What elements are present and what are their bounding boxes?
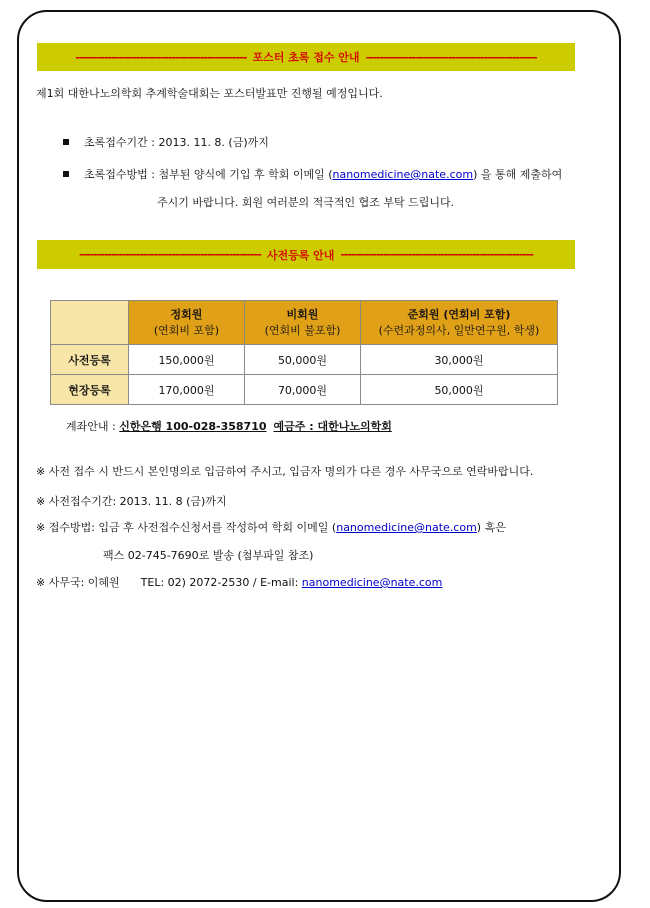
header-sub: (수련과정의사, 일반연구원, 학생) bbox=[378, 323, 540, 337]
account-holder: 예금주 : 대한나노의학회 bbox=[273, 420, 392, 433]
abstract-method bbox=[84, 166, 562, 182]
banner-dashes-right: ------------------------------------------------ bbox=[365, 50, 537, 64]
banner-dashes-left: --------------------------------------------------- bbox=[79, 248, 261, 261]
banner-dashes-left: ------------------------------------------------ bbox=[75, 50, 247, 64]
bank-account: 신한은행 100-028-358710 bbox=[119, 420, 267, 433]
prereg-section-title: 사전등록 안내 bbox=[266, 248, 335, 262]
fee-cell: 30,000원 bbox=[361, 345, 558, 375]
account-info bbox=[66, 418, 392, 434]
bullet-icon bbox=[63, 139, 69, 145]
note-method bbox=[36, 519, 506, 535]
note-deposit: ※ 사전 접수 시 반드시 본인명의로 입금하여 주시고, 입금자 명의가 다른 경우 사무국으로 연락바랍니다. bbox=[36, 465, 534, 478]
fee-cell: 70,000원 bbox=[245, 375, 361, 405]
header-sub: (연회비 불포함) bbox=[264, 323, 341, 337]
abstract-email-link[interactable]: nanomedicine@nate.com bbox=[332, 168, 474, 181]
bullet-icon bbox=[63, 171, 69, 177]
row-label: 현장등록 bbox=[51, 375, 129, 405]
header-associate-member bbox=[361, 301, 558, 345]
header-sub: (연회비 포함) bbox=[153, 323, 220, 337]
row-label: 사전등록 bbox=[51, 345, 129, 375]
office-email-link[interactable]: nanomedicine@nate.com bbox=[301, 576, 443, 589]
table-corner-cell bbox=[51, 301, 129, 345]
note-office bbox=[36, 574, 442, 590]
note-period: ※ 사전접수기간: 2013. 11. 8 (금)까지 bbox=[36, 495, 227, 508]
header-name: 정회원 bbox=[170, 307, 203, 321]
header-non-member bbox=[245, 301, 361, 345]
abstract-method-suffix: ) 을 통해 제출하여 bbox=[473, 168, 563, 181]
prereg-section-banner bbox=[37, 240, 575, 269]
banner-dashes-right: ------------------------------------------------------ bbox=[340, 248, 533, 261]
poster-section-banner bbox=[37, 43, 575, 71]
table-row bbox=[51, 375, 558, 405]
account-label: 계좌안내 : bbox=[66, 420, 120, 433]
header-regular-member bbox=[129, 301, 245, 345]
note-fax: 팩스 02-745-7690로 발송 (첨부파일 참조) bbox=[103, 549, 314, 562]
fee-cell: 170,000원 bbox=[129, 375, 245, 405]
note-method-prefix: ※ 접수방법: 입금 후 사전접수신청서를 작성하여 학회 이메일 ( bbox=[36, 521, 337, 534]
poster-section-title: 포스터 초록 접수 안내 bbox=[252, 51, 360, 64]
abstract-method-line2: 주시기 바랍니다. 회원 여러분의 적극적인 협조 부탁 드립니다. bbox=[157, 196, 455, 209]
abstract-period: 초록접수기간 : 2013. 11. 8. (금)까지 bbox=[84, 136, 269, 149]
note-email-link[interactable]: nanomedicine@nate.com bbox=[336, 521, 477, 534]
header-name: 준회원 (연회비 포함) bbox=[407, 307, 511, 321]
fee-cell: 150,000원 bbox=[129, 345, 245, 375]
fee-cell: 50,000원 bbox=[361, 375, 558, 405]
abstract-method-prefix: 초록접수방법 : 첨부된 양식에 기입 후 학회 이메일 ( bbox=[84, 168, 333, 181]
fee-cell: 50,000원 bbox=[245, 345, 361, 375]
note-method-suffix: ) 혹은 bbox=[476, 521, 506, 534]
table-row bbox=[51, 345, 558, 375]
header-name: 비회원 bbox=[286, 307, 319, 321]
registration-fee-table bbox=[50, 300, 558, 405]
intro-text: 제1회 대한나노의학회 추계학술대회는 포스터발표만 진행될 예정입니다. bbox=[36, 87, 383, 100]
table-header-row bbox=[51, 301, 558, 345]
note-office-prefix: ※ 사무국: 이혜원 TEL: 02) 2072-2530 / E-mail: bbox=[36, 576, 302, 589]
